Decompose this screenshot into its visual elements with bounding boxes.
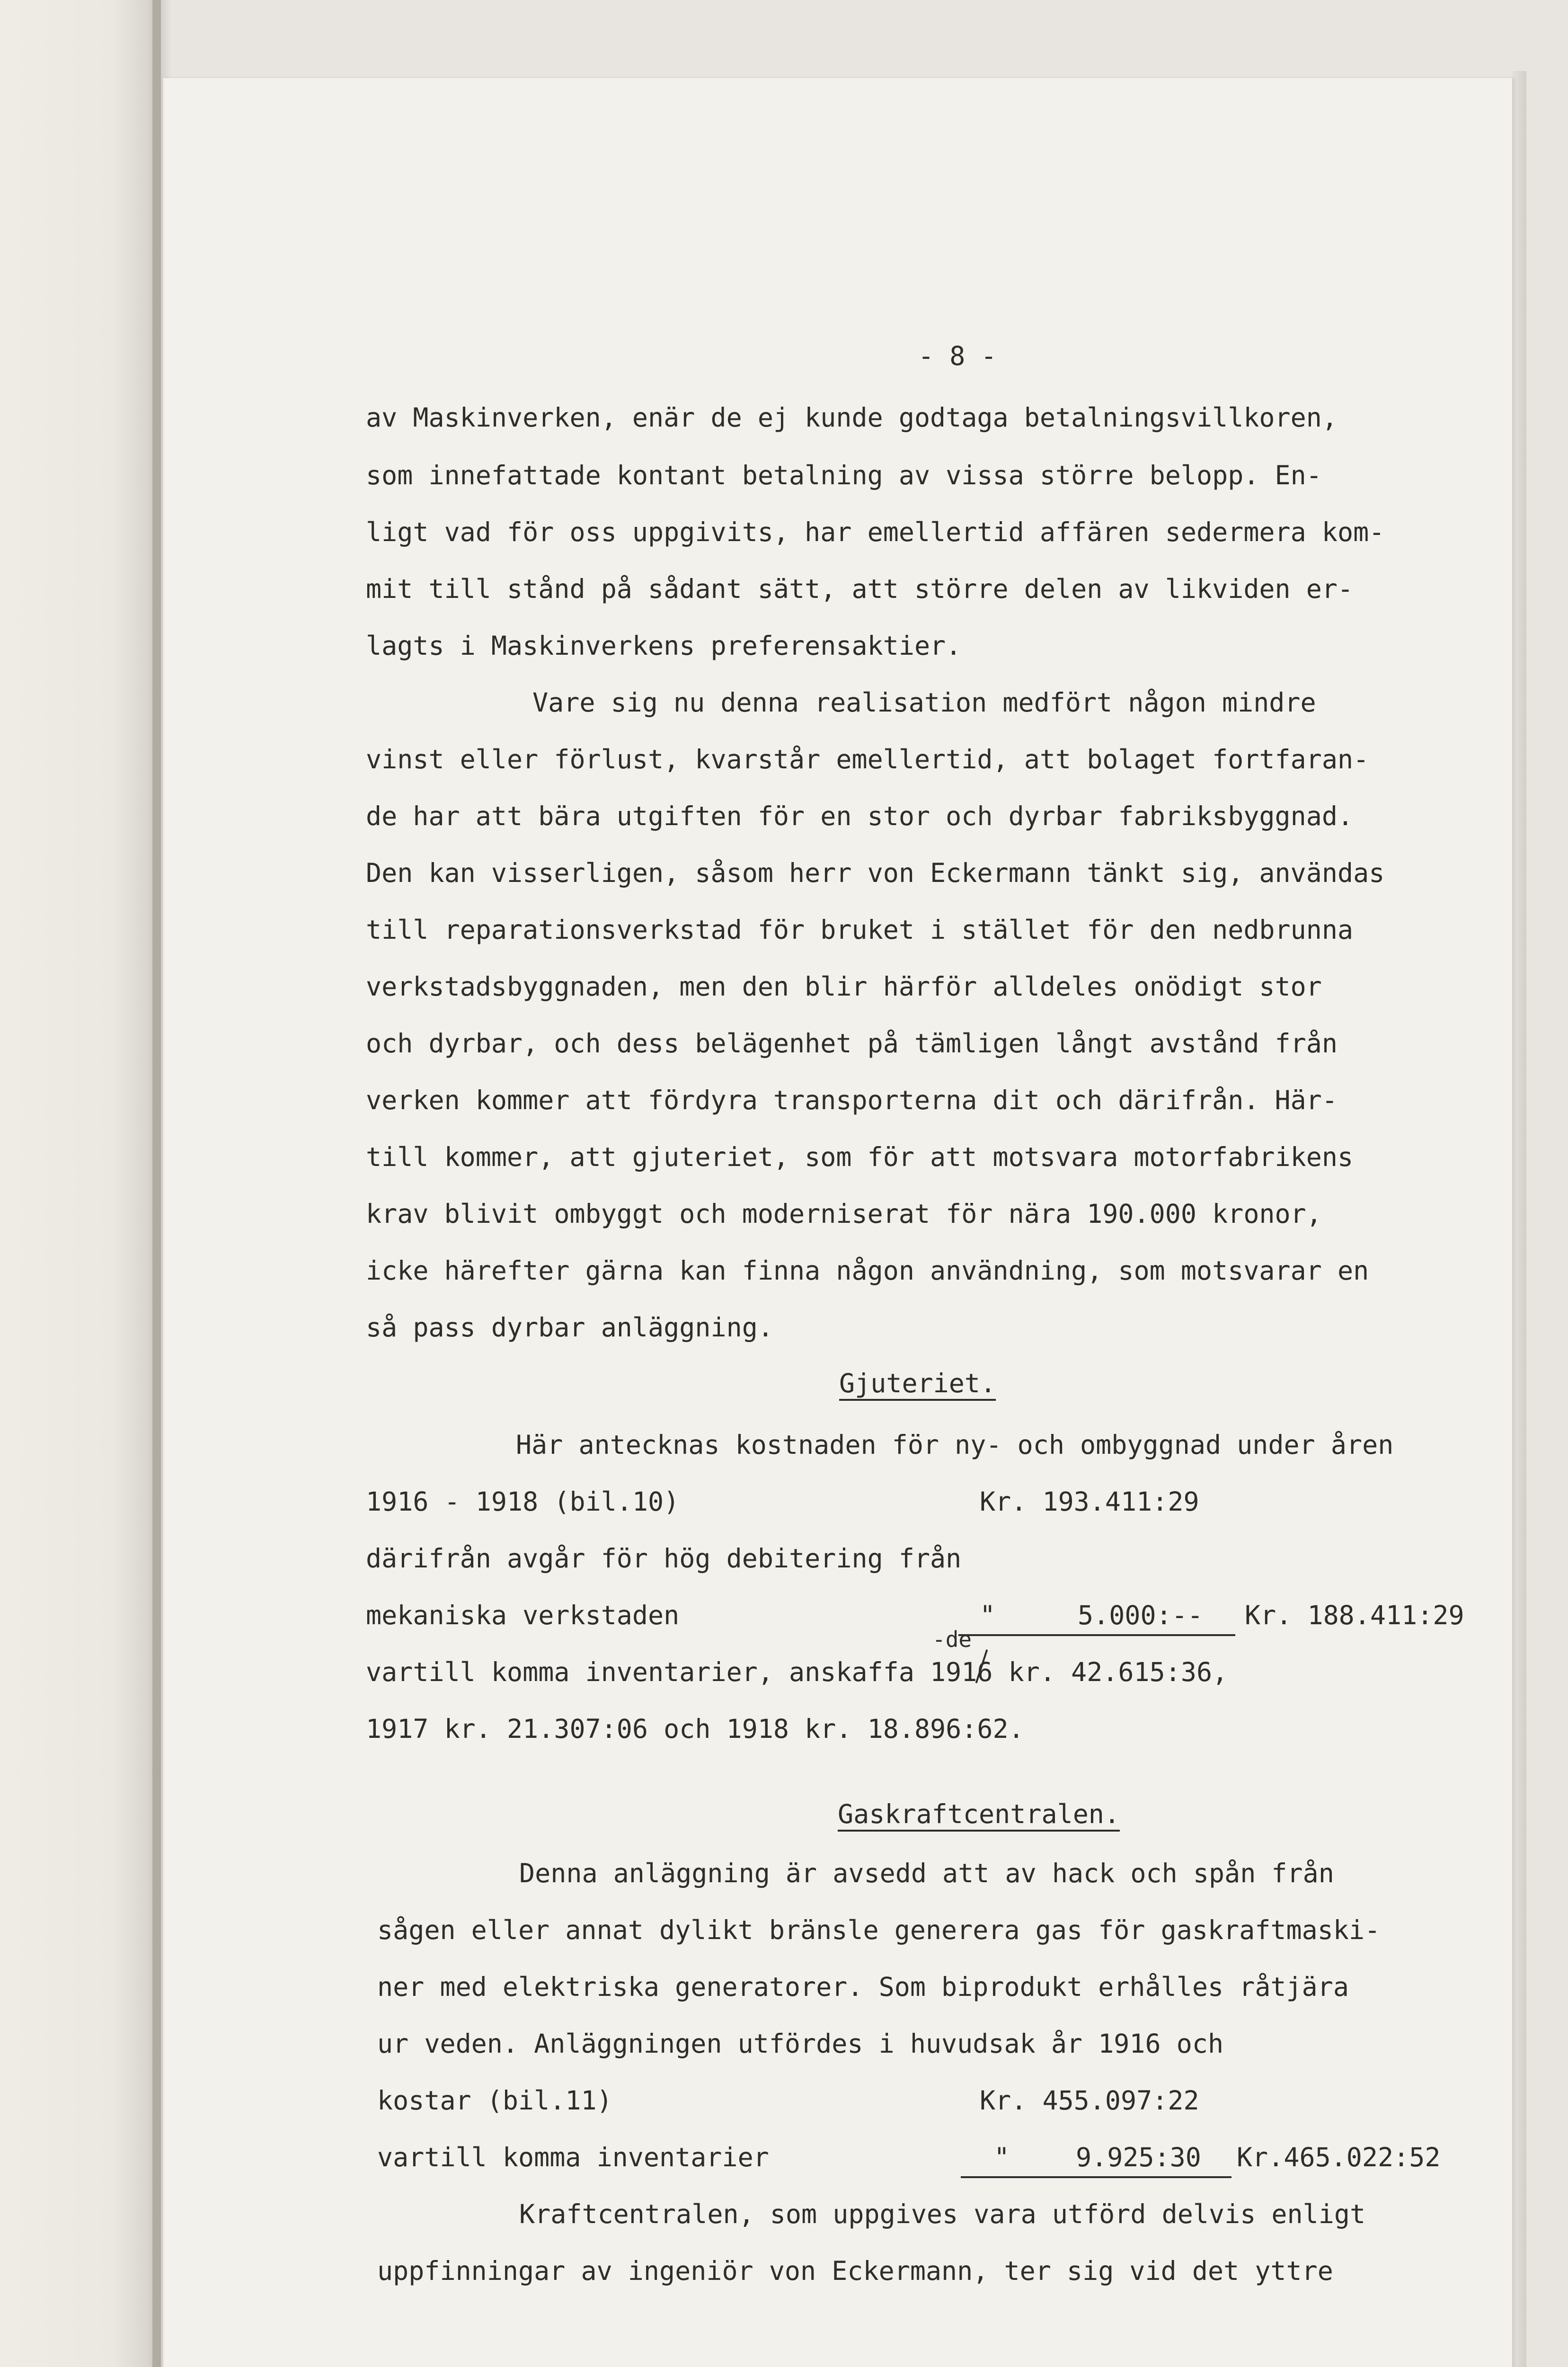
text-line: 1917 kr. 21.307:06 och 1918 kr. 18.896:62. xyxy=(366,1714,1024,1744)
ditto-mark: " xyxy=(994,2142,1010,2172)
cost-label: 1916 - 1918 (bil.10) xyxy=(366,1486,680,1517)
text-line: så pass dyrbar anläggning. xyxy=(366,1312,773,1343)
text-line: verken kommer att fördyra transporterna dit och därifrån. Här- xyxy=(366,1085,1338,1115)
text-line: ner med elektriska generatorer. Som biprodukt erhålles råtjära xyxy=(377,1972,1349,2002)
facing-page xyxy=(0,0,161,2367)
text-line: Den kan visserligen, såsom herr von Eckermann tänkt sig, användas xyxy=(366,858,1385,888)
typed-page xyxy=(163,78,1512,2367)
text-line: verkstadsbyggnaden, men den blir härför alldeles onödigt stor xyxy=(366,971,1322,1002)
text-line: vartill komma inventarier, anskaffa 1916 kr. 42.615:36, xyxy=(366,1657,1228,1687)
page-edge xyxy=(1512,71,1526,2367)
text-line: och dyrbar, och dess belägenhet på tämligen långt avstånd från xyxy=(366,1028,1338,1059)
text-line: uppfinningar av ingeniör von Eckermann, ter sig vid det yttre xyxy=(377,2256,1333,2286)
text-line: Vare sig nu denna realisation medfört någon mindre xyxy=(532,687,1316,718)
text-line: Kraftcentralen, som uppgives vara utförd delvis enligt xyxy=(519,2199,1366,2229)
sum-rule xyxy=(961,2176,1231,2178)
text-line: icke härefter gärna kan finna någon användning, som motsvarar en xyxy=(366,1255,1369,1286)
text-line: Här antecknas kostnaden för ny- och ombyggnad under åren xyxy=(516,1430,1394,1460)
ditto-mark: " xyxy=(980,1600,996,1630)
deduction-amount: 5.000:-- xyxy=(1078,1600,1203,1630)
text-line: till kommer, att gjuteriet, som för att motsvara motorfabrikens xyxy=(366,1142,1354,1172)
cost-amount: Kr. 455.097:22 xyxy=(980,2085,1199,2116)
cost-label: kostar (bil.11) xyxy=(377,2085,612,2116)
text-line: mit till stånd på sådant sätt, att större delen av likviden er- xyxy=(366,574,1354,604)
text-line: som innefattade kontant betalning av vissa större belopp. En- xyxy=(366,460,1322,490)
inventory-label: vartill komma inventarier xyxy=(377,2142,769,2172)
sum-rule xyxy=(958,1634,1235,1636)
handwritten-insert: -de xyxy=(932,1627,972,1652)
inventory-amount: 9.925:30 xyxy=(1076,2142,1201,2172)
text-line: till reparationsverkstad för bruket i stället för den nedbrunna xyxy=(366,915,1354,945)
text-line: ur veden. Anläggningen utfördes i huvudsak år 1916 och xyxy=(377,2029,1224,2059)
net-total: Kr. 188.411:29 xyxy=(1245,1600,1464,1630)
text-line: av Maskinverken, enär de ej kunde godtaga betalningsvillkoren, xyxy=(366,402,1338,433)
cost-amount: Kr. 193.411:29 xyxy=(980,1486,1199,1517)
gaskraft-total: Kr.465.022:52 xyxy=(1237,2142,1441,2172)
text-line: ligt vad för oss uppgivits, har emellertid affären sedermera kom- xyxy=(366,517,1385,547)
page-number: - 8 - xyxy=(918,341,997,371)
heading-gaskraftcentralen: Gaskraftcentralen. xyxy=(838,1799,1120,1829)
deduction-label: mekaniska verkstaden xyxy=(366,1600,680,1630)
text-line: vinst eller förlust, kvarstår emellertid, att bolaget fortfaran- xyxy=(366,744,1369,774)
heading-gjuteriet: Gjuteriet. xyxy=(839,1368,996,1398)
text-line: krav blivit ombyggt och moderniserat för nära 190.000 kronor, xyxy=(366,1199,1322,1229)
text-line: Denna anläggning är avsedd att av hack och spån från xyxy=(519,1858,1334,1888)
text-line: lagts i Maskinverkens preferensaktier. xyxy=(366,631,962,661)
text-line: sågen eller annat dylikt bränsle generera gas för gaskraftmaski- xyxy=(377,1915,1381,1945)
text-line: därifrån avgår för hög debitering från xyxy=(366,1543,962,1574)
text-line: de har att bära utgiften för en stor och dyrbar fabriksbyggnad. xyxy=(366,801,1354,831)
